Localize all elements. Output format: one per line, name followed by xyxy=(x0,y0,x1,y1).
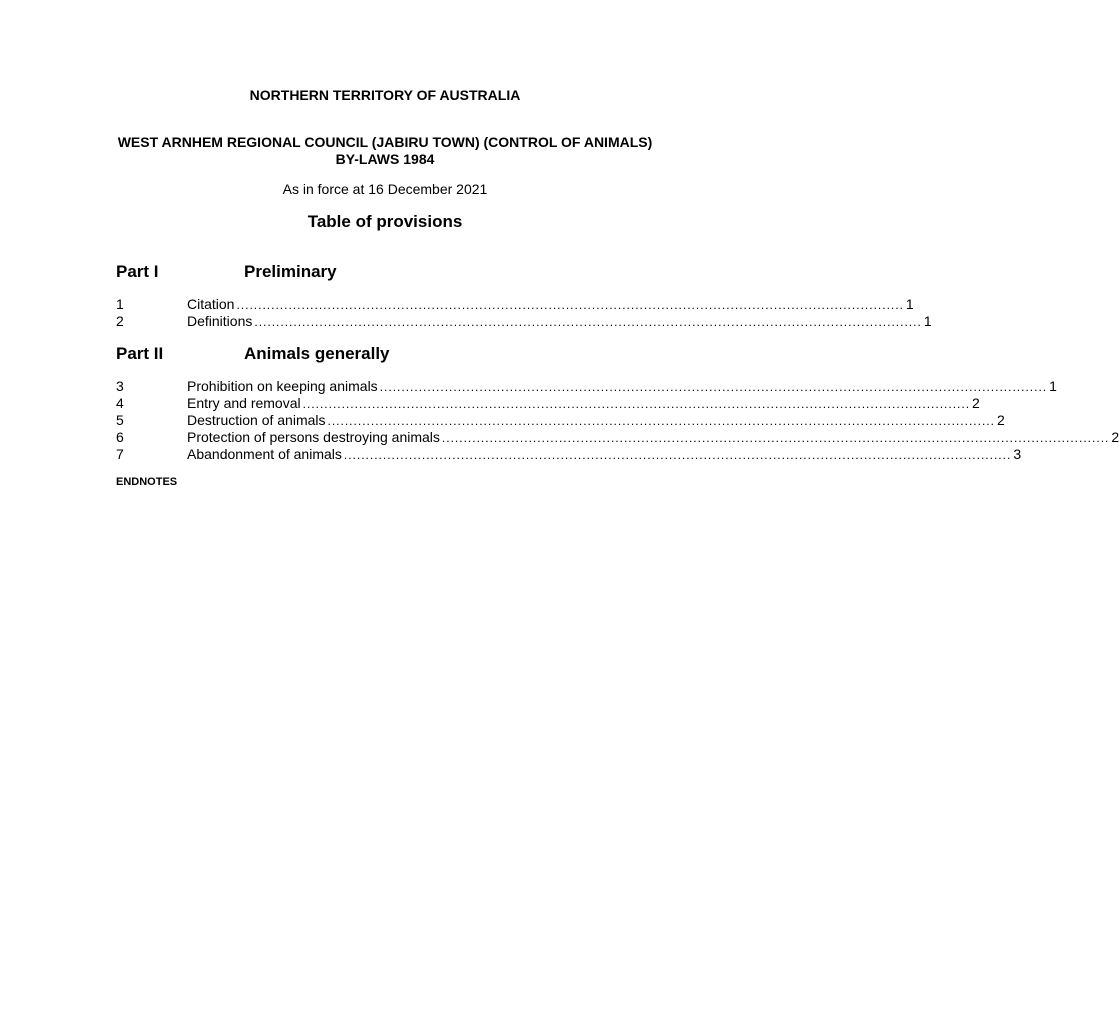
section-title: Abandonment of animals xyxy=(187,446,342,462)
toc-list-part-2 xyxy=(116,378,1119,463)
page-number: 1 xyxy=(923,313,932,329)
dot-leader: .......................................................................................................................................................... xyxy=(254,315,922,329)
dot-leader: .......................................................................................................................................................... xyxy=(441,431,1110,445)
toc-entry-4[interactable] xyxy=(116,395,980,412)
section-title: Definitions xyxy=(187,313,253,329)
section-title: Destruction of animals xyxy=(187,412,326,428)
act-title: WEST ARNHEM REGIONAL COUNCIL (JABIRU TOWN) (CONTROL OF ANIMALS) BY-LAWS 1984 xyxy=(117,134,653,167)
page-number: 3 xyxy=(1013,446,1022,462)
part-number: Part II xyxy=(116,344,164,363)
dot-leader: .......................................................................................................................................................... xyxy=(379,380,1048,394)
section-title: Entry and removal xyxy=(187,395,301,411)
part-heading-1[interactable] xyxy=(116,262,656,284)
dot-leader: .......................................................................................................................................................... xyxy=(302,397,971,411)
section-title: Citation xyxy=(187,296,235,312)
page-number: 2 xyxy=(1111,429,1119,445)
toc-entry-5[interactable] xyxy=(116,412,1005,429)
section-number: 5 xyxy=(116,412,124,428)
page-number: 1 xyxy=(1049,378,1057,394)
section-number: 3 xyxy=(116,378,124,394)
page-number: 1 xyxy=(905,296,914,312)
section-number: 6 xyxy=(116,429,124,445)
toc-list-part-1 xyxy=(116,296,932,330)
in-force-date: As in force at 16 December 2021 xyxy=(282,181,488,197)
toc-entry-6[interactable] xyxy=(116,429,1119,446)
section-number: 2 xyxy=(116,313,124,329)
dot-leader: .......................................................................................................................................................... xyxy=(236,298,904,312)
section-number: 4 xyxy=(116,395,124,411)
toc-entry-1[interactable] xyxy=(116,296,914,313)
part-name: Preliminary xyxy=(244,262,337,281)
section-title: Prohibition on keeping animals xyxy=(187,378,378,394)
part-heading-2[interactable] xyxy=(116,344,656,366)
page-number: 2 xyxy=(972,395,980,411)
jurisdiction-heading: NORTHERN TERRITORY OF AUSTRALIA xyxy=(249,87,521,103)
section-number: 7 xyxy=(116,446,124,462)
section-title: Protection of persons destroying animals xyxy=(187,429,440,445)
part-number: Part I xyxy=(116,262,159,281)
section-number: 1 xyxy=(116,296,124,312)
dot-leader: .......................................................................................................................................................... xyxy=(343,448,1012,462)
part-name: Animals generally xyxy=(244,344,390,363)
dot-leader: .......................................................................................................................................................... xyxy=(327,414,995,428)
toc-entry-3[interactable] xyxy=(116,378,1057,395)
toc-entry-2[interactable] xyxy=(116,313,932,330)
toc-entry-7[interactable] xyxy=(116,446,1022,463)
page-number: 2 xyxy=(996,412,1005,428)
endnotes-link[interactable]: ENDNOTES xyxy=(116,476,178,488)
toc-title: Table of provisions xyxy=(307,212,463,231)
